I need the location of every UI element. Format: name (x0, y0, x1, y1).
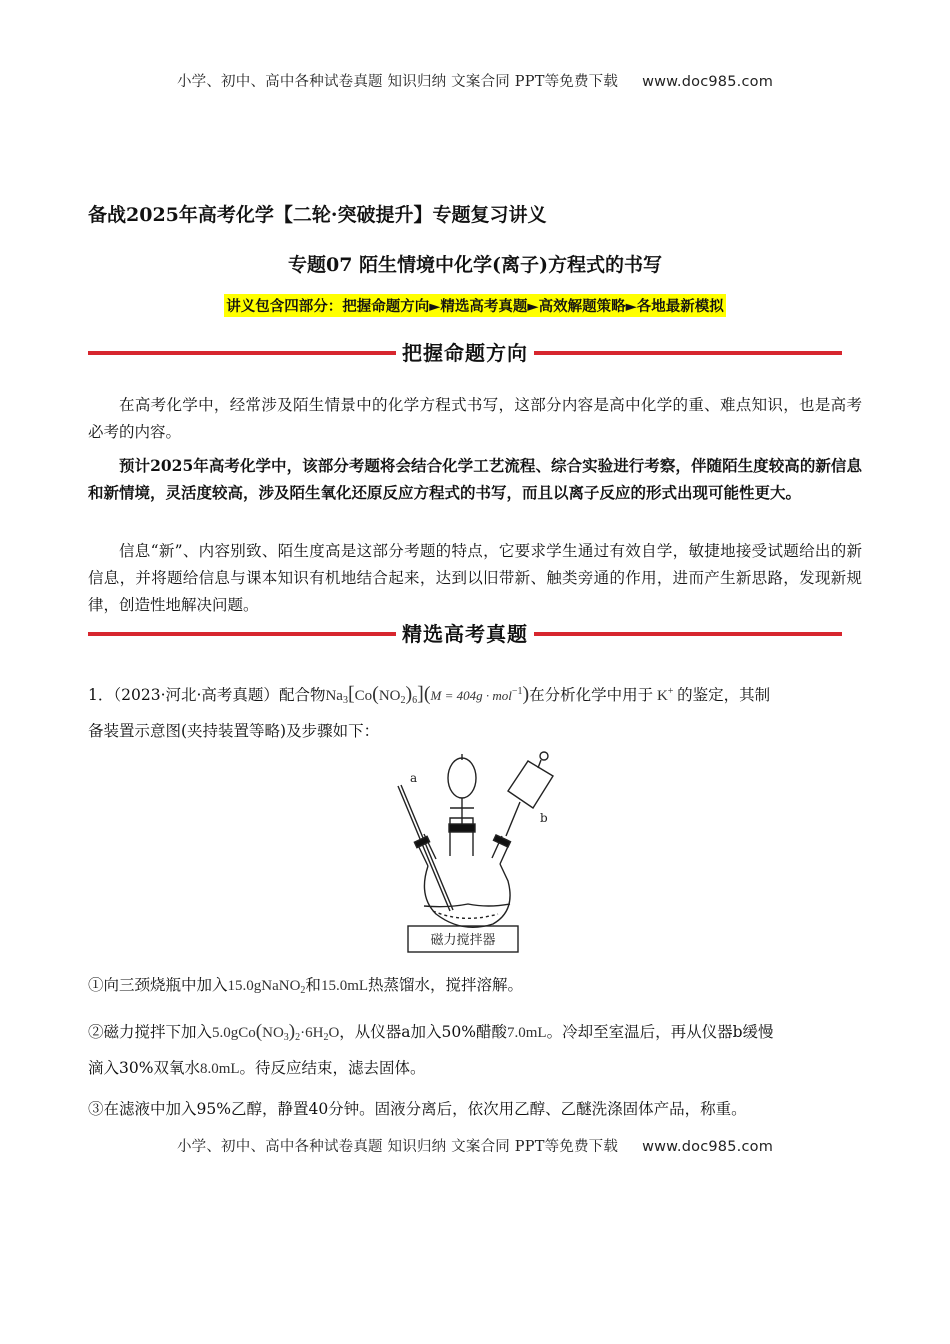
intro-paragraph-1: 在高考化学中，经常涉及陌生情景中的化学方程式书写，这部分内容是高中化学的重、难点知识，也是高考必考的内容。 (88, 396, 862, 441)
section-heading-direction: 把握命题方向 (396, 341, 534, 365)
intro-paragraph-2: 预计2025年高考化学中，该部分考题将会结合化学工艺流程、综合实验进行考察，伴随陌生度较高的新信息和新情境，灵活度较高，涉及陌生氧化还原反应方程式的书写，而且以离子反应的形式出现可能性更大。 (88, 456, 862, 502)
apparatus-diagram (388, 746, 568, 956)
document-title: 备战2025年高考化学【二轮·突破提升】专题复习讲义 (88, 204, 547, 226)
footer-url[interactable]: www.doc985.com (642, 1139, 774, 1155)
section-banner-exam (88, 619, 842, 649)
intro-paragraph-3: 信息“新”、内容别致、陌生度高是这部分考题的特点，它要求学生通过有效自学，敏捷地接受试题给出的新信息，并将题给信息与课本知识有机地结合起来，达到以旧带新、触类旁通的作用，进而产生新思路，发现新规律，创造性地解决问题。 (88, 542, 862, 614)
label-a: a (410, 771, 418, 785)
section-heading-exam: 精选高考真题 (396, 622, 534, 646)
step-1: ①向三颈烧瓶中加入15.0gNaNO$_2$和15.0mL热蒸馏水，搅拌溶解。 (88, 976, 524, 996)
outline-highlight-wrap (0, 294, 950, 317)
question-text: 的鉴定，其制 (677, 686, 771, 704)
outline-highlight: 讲义包含四部分：把握命题方向►精选高考真题►高效解题策略►各地最新模拟 (224, 294, 725, 317)
formula-complex: $Na_3[Co(NO_2)_6](M = 404g \cdot mol^{-1})$ (325, 683, 530, 706)
question-1 (88, 676, 862, 747)
section-banner-direction (88, 338, 842, 368)
label-b: b (540, 811, 548, 825)
page-footer (0, 1135, 950, 1156)
thermometer (398, 786, 450, 911)
dropping-funnel-b (508, 761, 553, 808)
header-text: 小学、初中、高中各种试卷真题 知识归纳 文案合同 PPT等免费下载 (176, 74, 619, 90)
question-number: 1． (88, 686, 114, 704)
header-url[interactable]: www.doc985.com (642, 74, 774, 90)
question-text: 备装置示意图(夹持装置等略)及步骤如下： (88, 722, 380, 740)
page-header (0, 70, 950, 91)
question-text: 配合物 (278, 686, 326, 704)
stirrer-label: 磁力搅拌器 (430, 933, 496, 948)
question-source: （2023·河北·高考真题） (113, 686, 279, 704)
step-2: ②磁力搅拌下加入$5.0gCo(NO_3)_2\cdot 6H_2O$，从仪器a加入50%醋酸7.0mL。冷却至室温后，再从仪器b缓慢 滴入30%双氧水8.0mL。待反应结束，滤去固体。 (88, 1021, 774, 1077)
question-text: 在分析化学中用于 (529, 686, 654, 704)
formula-potassium: K+ (656, 686, 674, 704)
step-3: ③在滤液中加入95%乙醇，静置40分钟。固液分离后，依次用乙醇、乙醚洗涤固体产品，称重。 (88, 1100, 747, 1118)
footer-text: 小学、初中、高中各种试卷真题 知识归纳 文案合同 PPT等免费下载 (176, 1139, 619, 1155)
liquid-surface (424, 904, 510, 907)
dropping-funnel-a (448, 758, 476, 798)
apparatus-figure (388, 746, 568, 956)
topic-title: 专题07 陌生情境中化学(离子)方程式的书写 (287, 254, 663, 276)
